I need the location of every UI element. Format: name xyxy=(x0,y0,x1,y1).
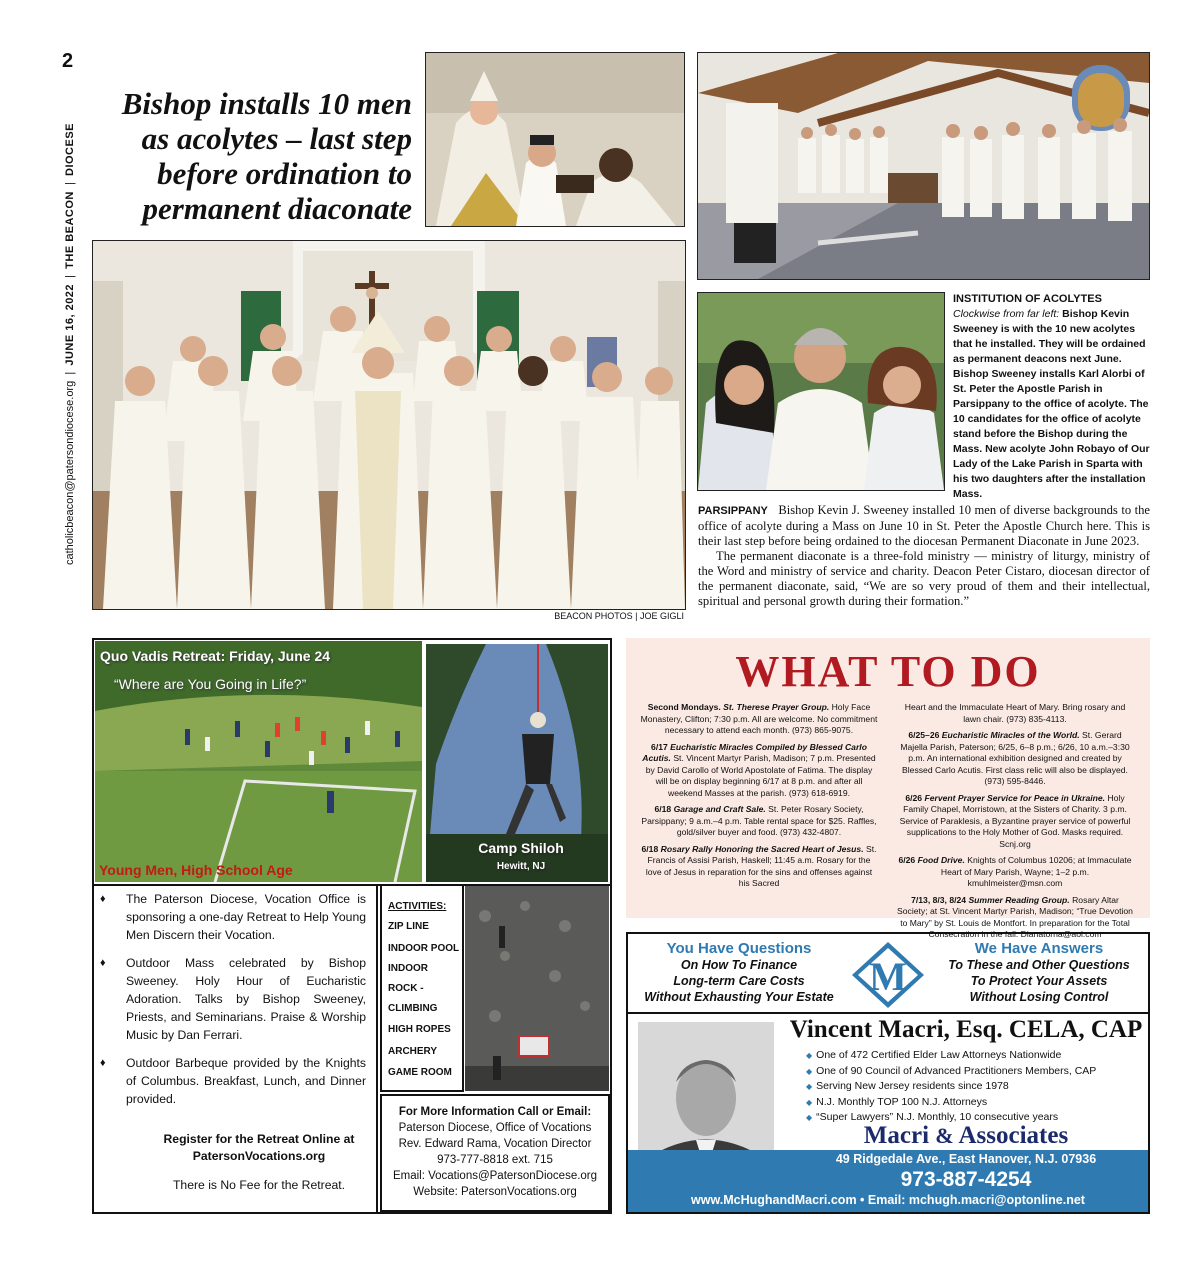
list-item: 7/13, 8/3, 8/24 Summer Reading Group. Rosary Altar Society; at St. Vincent Martyr Parish, Madison; “True Devotion to Mary” by St. Louis de Montfort. In preparation for the Total Consecration in the fall. Dianatorna@aol.com xyxy=(897,894,1133,939)
page-number: 2 xyxy=(62,50,74,72)
contact-director: Rev. Edward Rama, Vocation Director xyxy=(398,1138,592,1150)
running-head: catholicbeacon@patersondiocese.org | JUNE 16, 2022 | THE BEACON | DIOCESE xyxy=(64,122,76,566)
list-item: ◆ One of 90 Council of Advanced Practitioners Members, CAP xyxy=(806,1064,1096,1080)
ad-contact-band xyxy=(628,1150,1148,1212)
retreat-subtitle: “Where are You Going in Life?” xyxy=(114,676,307,692)
retreat-bullets xyxy=(100,890,366,1118)
activities-label: ACTIVITIES: xyxy=(388,901,447,912)
running-head-website: catholicbeacon@patersondiocese.org xyxy=(64,380,76,566)
list-item: INDOOR ROCK -CLIMBING xyxy=(388,963,438,1014)
list-item: ◆ “Super Lawyers” N.J. Monthly, 10 consecutive years xyxy=(806,1110,1096,1126)
list-item: Second Mondays. St. Therese Prayer Group. Holy Face Monastery, Clifton; 7:30 p.m. All are welcome. No commitment necessary to attend each month. (973) 865-9075. xyxy=(640,702,878,735)
contact-website[interactable]: Website: PatersonVocations.org xyxy=(413,1186,577,1198)
contact-heading: For More Information Call or Email: xyxy=(398,1106,592,1118)
firm-address: 49 Ridgedale Ave., East Hanover, N.J. 07936 xyxy=(835,1152,1097,1166)
what-to-do-column-right xyxy=(896,702,1134,946)
list-item: 6/26 Fervent Prayer Service for Peace in Ukraine. Holy Family Chapel, Morristown, at the Sisters of Charity. 3 p.m. Service of Paraklesis, a Byzantine prayer service of powerful supplications to the Holy Mother of God. Masks required. Scnj.org xyxy=(899,792,1131,849)
what-to-do-column-left xyxy=(640,702,878,895)
running-head-paper: THE BEACON xyxy=(64,191,76,269)
story-article xyxy=(698,503,1150,609)
photo-installation xyxy=(425,52,685,227)
caption-lead: Clockwise from far left: xyxy=(953,308,1060,320)
firm-web-email[interactable]: www.McHughandMacri.com • Email: mchugh.macri@optonline.net xyxy=(691,1193,1085,1207)
running-head-date: JUNE 16, 2022 xyxy=(64,283,76,366)
contact-phone[interactable]: 973-777-8818 ext. 715 xyxy=(437,1154,553,1166)
what-to-do-title: WHAT TO DO xyxy=(735,647,1041,696)
article-paragraph: The permanent diaconate is a three-fold ministry — ministry of liturgy, ministry of the Word and ministry of service and charity. Deacon Peter Cistaro, diocesan director of the permanent diaconate, said, “We are so very proud of them and their intellectual, spiritual and personal growth during their formation.” xyxy=(698,549,1150,608)
photo-candidates-in-church xyxy=(697,52,1150,280)
ad-answers: We Have Answers To These and Other Questions To Protect Your Assets Without Losing Control xyxy=(948,940,1130,1004)
list-item: ◆ Serving New Jersey residents since 1978 xyxy=(806,1079,1096,1095)
register-link[interactable]: PatersonVocations.org xyxy=(192,1149,326,1163)
activities-list xyxy=(380,886,464,1092)
photo-acolyte-with-daughters xyxy=(697,292,945,491)
firm-logo-icon xyxy=(850,940,926,1010)
ad-divider xyxy=(628,1012,1148,1014)
contact-office: Paterson Diocese, Office of Vocations xyxy=(398,1122,592,1134)
list-item: ARCHERY xyxy=(388,1045,438,1057)
list-item: ◆ N.J. Monthly TOP 100 N.J. Attorneys xyxy=(806,1095,1096,1111)
list-item: GAME ROOM xyxy=(388,1067,452,1078)
camp-location: Hewitt, NJ xyxy=(496,861,546,872)
list-item: ♦ Outdoor Mass celebrated by Bishop Sweeney. Holy Hour of Eucharistic Adoration. Talks by Bishop Sweeney, Priests, and Seminarians. Praise & Worship Music by Dan Ferrari. xyxy=(100,956,366,1042)
photo-caption xyxy=(953,292,1153,502)
list-item: 6/17 Eucharistic Miracles Compiled by Blessed Carlo Acutis. St. Vincent Martyr Parish, Madison; 7 p.m. Presented by David Carollo of World Apostolate of Fatima. The display will be on display beginning 6/17 at 8 p.m. and after all weekend Masses at the parish. (973) 618-6919. xyxy=(642,741,876,798)
attorney-credentials xyxy=(806,1048,1096,1126)
running-head-section: DIOCESE xyxy=(64,122,76,176)
caption-title: INSTITUTION OF ACOLYTES xyxy=(953,293,1102,305)
retreat-title: Quo Vadis Retreat: Friday, June 24 xyxy=(100,648,331,664)
photo-rock-wall xyxy=(465,886,609,1091)
list-item: 6/25–26 Eucharistic Miracles of the World. St. Gerard Majella Parish, Paterson; 6/25, 6–8 p.m.; 6/26, 10 a.m.–3:30 p.m. An international exhibition designed and created by Blessed Carlo Acutis. First class relic will also be displayed. (973) 595-8446. xyxy=(900,730,1130,786)
firm-phone[interactable]: 973-887-4254 xyxy=(900,1168,1032,1191)
list-item: ♦ The Paterson Diocese, Vocation Office is sponsoring a one-day Retreat to Help Young Men Discern their Vocation. xyxy=(100,892,366,942)
photo-group-portrait xyxy=(92,240,686,610)
ad-questions: You Have Questions On How To Finance Long-term Care Costs Without Exhausting Your Estate xyxy=(644,940,834,1004)
camp-name: Camp Shiloh xyxy=(478,840,564,856)
law-firm-ad xyxy=(626,932,1150,1214)
list-item: 6/18 Garage and Craft Sale. St. Peter Rosary Society, Parsippany; 9 a.m.–4 p.m. Table rental space for $25. Raffles, gold/silver buyer and food. (973) 432-4807. xyxy=(641,804,877,837)
contact-email[interactable]: Email: Vocations@PatersonDiocese.org xyxy=(392,1170,598,1182)
register-text: Register for the Retreat Online at PatersonVocations.org xyxy=(104,1131,414,1165)
list-item: INDOOR POOL xyxy=(388,942,460,954)
what-to-do xyxy=(626,638,1150,939)
caption-body: Bishop Kevin Sweeney is with the 10 new acolytes that he installed. They will be ordained as permanent deacons next June. Bishop Sweeney installs Karl Alorbi of St. Peter the Apostle Parish in Parsippany to the office of acolyte. The 10 candidates for the office of acolyte stand before the Bishop during the Mass. New acolyte John Robayo of Our Lady of the Lake Parish in Sparta with his two daughters after the installation Mass. xyxy=(953,308,1150,500)
firm-name: Macri & Associates xyxy=(863,1122,1069,1149)
list-item: ◆ One of 472 Certified Elder Law Attorneys Nationwide xyxy=(806,1048,1096,1064)
attorney-name: Vincent Macri, Esq. CELA, CAP xyxy=(789,1016,1143,1043)
list-item: HIGH ROPES xyxy=(388,1024,451,1035)
list-item: Heart and the Immaculate Heart of Mary. Bring rosary and lawn chair. (973) 835-4113. xyxy=(904,702,1126,724)
dateline: PARSIPPANY xyxy=(698,505,768,517)
no-fee-text: There is No Fee for the Retreat. xyxy=(172,1178,346,1192)
story-headline: Bishop installs 10 men as acolytes – last step before ordination to permanent diaconate xyxy=(121,86,412,226)
svg-text:M: M xyxy=(869,954,907,999)
article-paragraph: PARSIPPANY Bishop Kevin J. Sweeney installed 10 men of diverse backgrounds to the office of acolyte during a Mass on June 10 in St. Peter the Apostle Church here. This is their last step before being ordained to the diocesan Permanent Diaconate in June 2023. xyxy=(698,503,1150,548)
list-item: 6/26 Food Drive. Knights of Columbus 10206; at Immaculate Heart of Mary Parish, Wayne; 1–2 p.m. kmuhlmeister@msn.com xyxy=(898,855,1132,888)
contact-box xyxy=(380,1094,610,1212)
list-item: ♦ Outdoor Barbeque provided by the Knights of Columbus. Breakfast, Lunch, and Dinner provided. xyxy=(100,1056,366,1106)
list-item: ZIP LINE xyxy=(388,921,429,932)
list-item: 6/18 Rosary Rally Honoring the Sacred Heart of Jesus. St. Francis of Assisi Parish, Haskell; 11:45 a.m. Rosary for the love of Jesus in reparation for the sins and offenses against his Sacred xyxy=(641,843,877,888)
photo-credit: BEACON PHOTOS | JOE GIGLI xyxy=(554,611,684,621)
retreat-audience: Young Men, High School Age xyxy=(99,862,293,878)
